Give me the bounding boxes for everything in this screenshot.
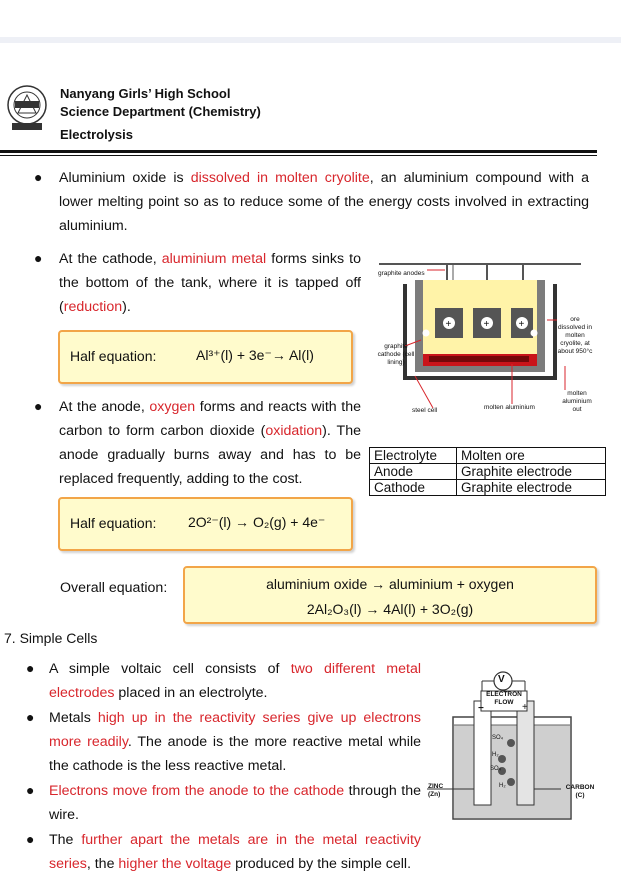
label-molten-aluminium: molten aluminium [484, 404, 535, 411]
label-molten-aluminium-out: molten aluminium out [562, 390, 592, 413]
label-steel-cell: steel cell [412, 407, 438, 414]
table-cell: Cathode [370, 480, 457, 496]
table-cell: Graphite electrode [457, 480, 606, 496]
table-row [370, 480, 606, 496]
half-equation-anode-box [58, 497, 353, 551]
half-equation-anode: 2O²⁻(l) → O₂(g) + 4e⁻ [188, 514, 326, 530]
overall-equation-box [183, 566, 597, 624]
label-h2: H₂ [499, 783, 506, 789]
label-zinc: ZINC (Zn) [428, 783, 444, 798]
word-equation: aluminium oxide → aluminium + oxygen [266, 576, 514, 592]
topic-title: Electrolysis [60, 127, 133, 142]
section-title: 7. Simple Cells [4, 630, 98, 646]
electrolysis-properties-table [369, 447, 606, 496]
label-graphite-anodes: graphite anodes [378, 270, 425, 277]
voltaic-cell-diagram [425, 665, 605, 825]
minus-terminal-icon: − [478, 703, 484, 714]
label-so4: SO₄ [492, 735, 504, 741]
svg-text:+: + [483, 319, 490, 330]
bullet-icon: ● [26, 782, 35, 798]
header-rule [0, 150, 597, 153]
electrolytic-cell-diagram [375, 258, 585, 420]
simple-cell-bullet-1: A simple voltaic cell consists of two different metal electrodes placed in an electrolyte. [49, 661, 421, 701]
symbol-equation: 2Al₂O₃(l) → 4Al(l) + 3O₂(g) [306, 601, 474, 617]
cathode-paragraph: At the cathode, aluminium metal forms sinks to the bottom of the tank, where it is tapped off (reduction). [59, 251, 362, 315]
label-carbon: CARBON (C) [565, 784, 595, 799]
svg-text:+: + [518, 319, 525, 330]
half-equation-cathode: Al³⁺(l) + 3e⁻→ Al(l) [196, 347, 314, 363]
svg-text:+: + [445, 319, 452, 330]
half-equation-label: Half equation: [70, 348, 157, 364]
label-h2: H₂ [492, 752, 499, 758]
half-equation-label: Half equation: [70, 515, 157, 531]
table-row [370, 448, 606, 464]
table-cell: Anode [370, 464, 457, 480]
simple-cell-bullet-2: Metals high up in the reactivity series give up electrons more readily. The anode is the more reactive metal while the cathode is the less reactive metal. [49, 710, 421, 774]
bullet-icon: ● [34, 398, 43, 414]
bullet-icon: ● [26, 831, 35, 847]
table-row [370, 464, 606, 480]
bullet-icon: ● [26, 709, 35, 725]
department-name: Science Department (Chemistry) [60, 104, 261, 119]
simple-cell-bullet-3: Electrons move from the anode to the cathode through the wire. [49, 783, 421, 823]
table-cell: Electrolyte [370, 448, 457, 464]
voltmeter-icon: V [498, 674, 505, 685]
plus-terminal-icon: + [522, 702, 528, 713]
school-logo [6, 83, 48, 133]
simple-cell-bullet-4: The further apart the metals are in the metal reactivity series, the higher the voltage produced by the simple cell. [49, 832, 421, 872]
header-rule-thin [0, 155, 597, 156]
label-so4: SO₄ [490, 766, 502, 772]
label-ore: ore dissolved in molten cryolite, at about 950°c [557, 316, 593, 355]
bullet-icon: ● [26, 660, 35, 676]
anode-paragraph: At the anode, oxygen forms and reacts with the carbon to form carbon dioxide (oxidation). The anode gradually burns away and has to be replaced frequently, adding to the cost. [59, 399, 362, 487]
intro-paragraph: Aluminium oxide is dissolved in molten cryolite, an aluminium compound with a lower melting point so as to reduce some of the energy costs involved in extracting aluminium. [59, 170, 589, 234]
table-cell: Molten ore [457, 448, 606, 464]
label-electron-flow: ELECTRON FLOW [486, 691, 522, 706]
bullet-icon: ● [34, 250, 43, 266]
table-cell: Graphite electrode [457, 464, 606, 480]
label-graphite-cathode: graphite cathode (cell lining) [377, 343, 415, 366]
bullet-icon: ● [34, 169, 43, 185]
overall-equation-label: Overall equation: [60, 580, 168, 596]
half-equation-cathode-box [58, 330, 353, 384]
school-name: Nanyang Girls’ High School [60, 86, 231, 101]
top-band [0, 37, 621, 43]
